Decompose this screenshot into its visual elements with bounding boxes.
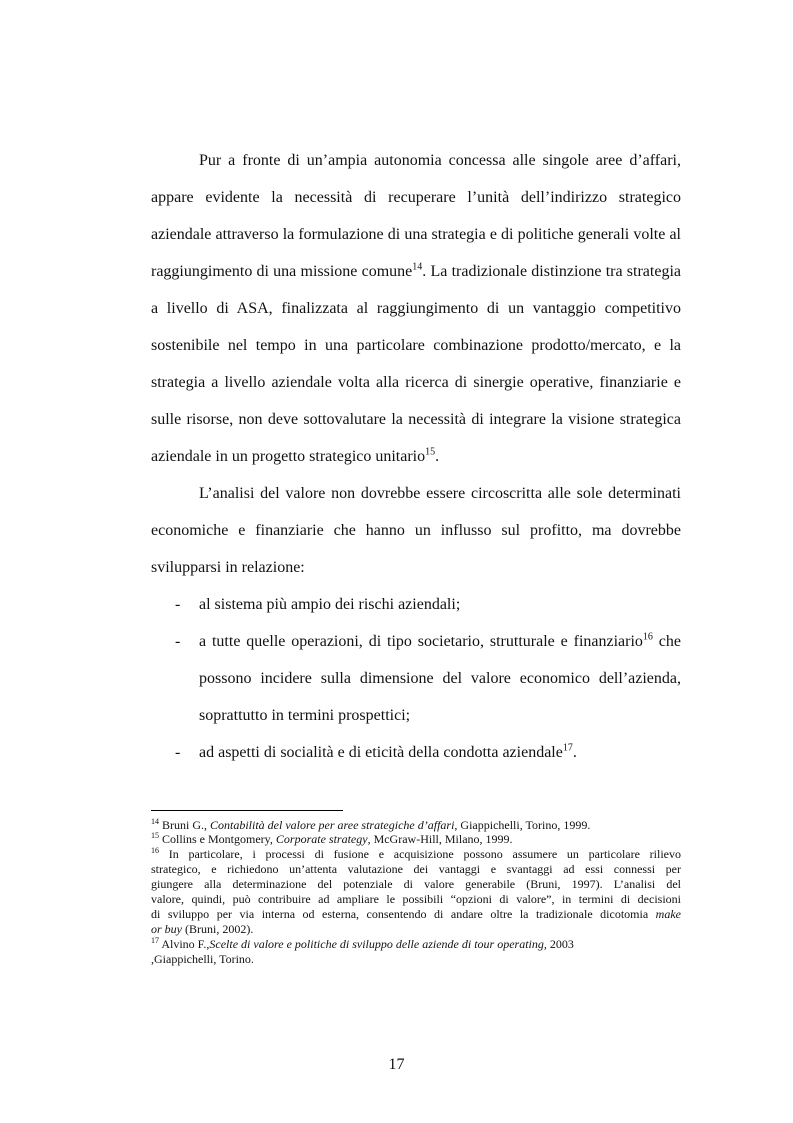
text-run: ad aspetti di socialità e di eticità della condotta aziendale [199, 744, 563, 761]
footnote-16-line5 [151, 907, 681, 921]
paragraph2-line1: L’analisi del valore non dovrebbe essere circoscritta alle sole determinati [199, 485, 681, 502]
footnote-17-line2: ,Giappichelli, Torino. [151, 952, 254, 966]
paragraph1-line1: Pur a fronte di un’ampia autonomia concessa alle singole aree d’affari, [199, 152, 681, 169]
text-run: Bruni G., [159, 818, 210, 832]
text-run: 2003 [546, 937, 574, 951]
book-title: Corporate strategy [275, 832, 368, 846]
list-bullet: - [175, 596, 181, 613]
list-item-2-line2: possono incidere sulla dimensione del valore economico dell’azienda, [199, 670, 681, 687]
footnote-ref-14[interactable]: 14 [412, 261, 423, 273]
text-run: , McGraw-Hill, Milano, 1999. [367, 832, 513, 846]
book-title: Scelte di valore e politiche di sviluppo delle aziende di tour operating, [209, 937, 547, 951]
text-run: di sviluppo per via interna od esterna, consentendo di andare oltre la tradizionale dicotomia [151, 907, 656, 921]
footnote-17-line1 [151, 937, 681, 951]
text-run: . [435, 448, 440, 465]
footnote-16-line4: valore, quindi, può contribuire ad ampliare le possibili “opzioni di valore”, in termini di decisioni [151, 892, 681, 906]
text-run: (Bruni, 2002). [182, 922, 254, 936]
text-run: a tutte quelle operazioni, di tipo societario, strutturale e finanziario [199, 633, 643, 650]
paragraph2-line3: svilupparsi in relazione: [151, 559, 305, 576]
paragraph1-line8: sulle risorse, non deve sottovalutare la necessità di integrare la visione strategica [151, 411, 681, 428]
text-run: che [652, 633, 682, 650]
footnote-ref-16[interactable]: 16 [642, 631, 653, 643]
list-item-1: al sistema più ampio dei rischi aziendali; [199, 596, 461, 613]
footnote-number: 15 [151, 831, 159, 840]
paragraph1-line9 [151, 447, 439, 467]
italic-term: make [655, 907, 681, 921]
paragraph2-line2: economiche e finanziarie che hanno un influsso sul profitto, ma dovrebbe [151, 522, 681, 539]
paragraph1-line5: a livello di ASA, finalizzata al raggiungimento di un vantaggio competitivo [151, 300, 681, 317]
text-run: , Giappichelli, Torino, 1999. [454, 818, 591, 832]
list-item-3 [199, 743, 577, 763]
footnote-ref-17[interactable]: 17 [562, 742, 573, 754]
footnote-16-line1 [151, 847, 681, 861]
footnote-14 [151, 818, 681, 832]
text-run: Alvino F., [159, 937, 210, 951]
footnote-number: 14 [151, 817, 159, 826]
list-bullet: - [175, 633, 181, 650]
footnote-number: 17 [151, 936, 159, 945]
footnote-16-line6 [151, 922, 681, 936]
page-number: 17 [388, 1056, 405, 1073]
paragraph1-line3: aziendale attraverso la formulazione di una strategia e di politiche generali volte al [151, 226, 681, 243]
footnote-16-line3: giungere alla determinazione del potenziale di valore generabile (Bruni, 1997). L’analisi del [151, 877, 681, 891]
footnote-ref-15[interactable]: 15 [425, 446, 436, 458]
text-run: raggiungimento di una missione comune [151, 263, 413, 280]
list-item-2-line1 [199, 632, 681, 652]
book-title: Contabilità del valore per aree strategiche d’affari [210, 818, 455, 832]
paragraph1-line2: appare evidente la necessità di recuperare l’unità dell’indirizzo strategico [151, 189, 681, 206]
footnote-number: 16 [151, 846, 159, 855]
paragraph1-line7: strategia a livello aziendale volta alla ricerca di sinergie operative, finanziarie e [151, 374, 681, 391]
paragraph1-line4 [151, 262, 681, 282]
footnote-16-line2: strategico, e richiedono un’attenta valutazione dei vantaggi e svantaggi ad essi connessi per [151, 862, 681, 876]
text-run: . [572, 744, 577, 761]
text-run: In particolare, i processi di fusione e acquisizione possono assumere un particolare rilievo [159, 847, 681, 861]
list-item-2-line3: soprattutto in termini prospettici; [199, 707, 411, 724]
paragraph1-line6: sostenibile nel tempo in una particolare combinazione prodotto/mercato, e la [151, 337, 681, 354]
list-bullet: - [175, 744, 181, 761]
footnote-15 [151, 832, 681, 846]
italic-term: or buy [151, 922, 182, 936]
text-run: . La tradizionale distinzione tra strategia [422, 263, 682, 280]
footnote-separator [151, 810, 343, 811]
text-run: aziendale in un progetto strategico unitario [151, 448, 426, 465]
text-run: Collins e Montgomery, [159, 832, 276, 846]
